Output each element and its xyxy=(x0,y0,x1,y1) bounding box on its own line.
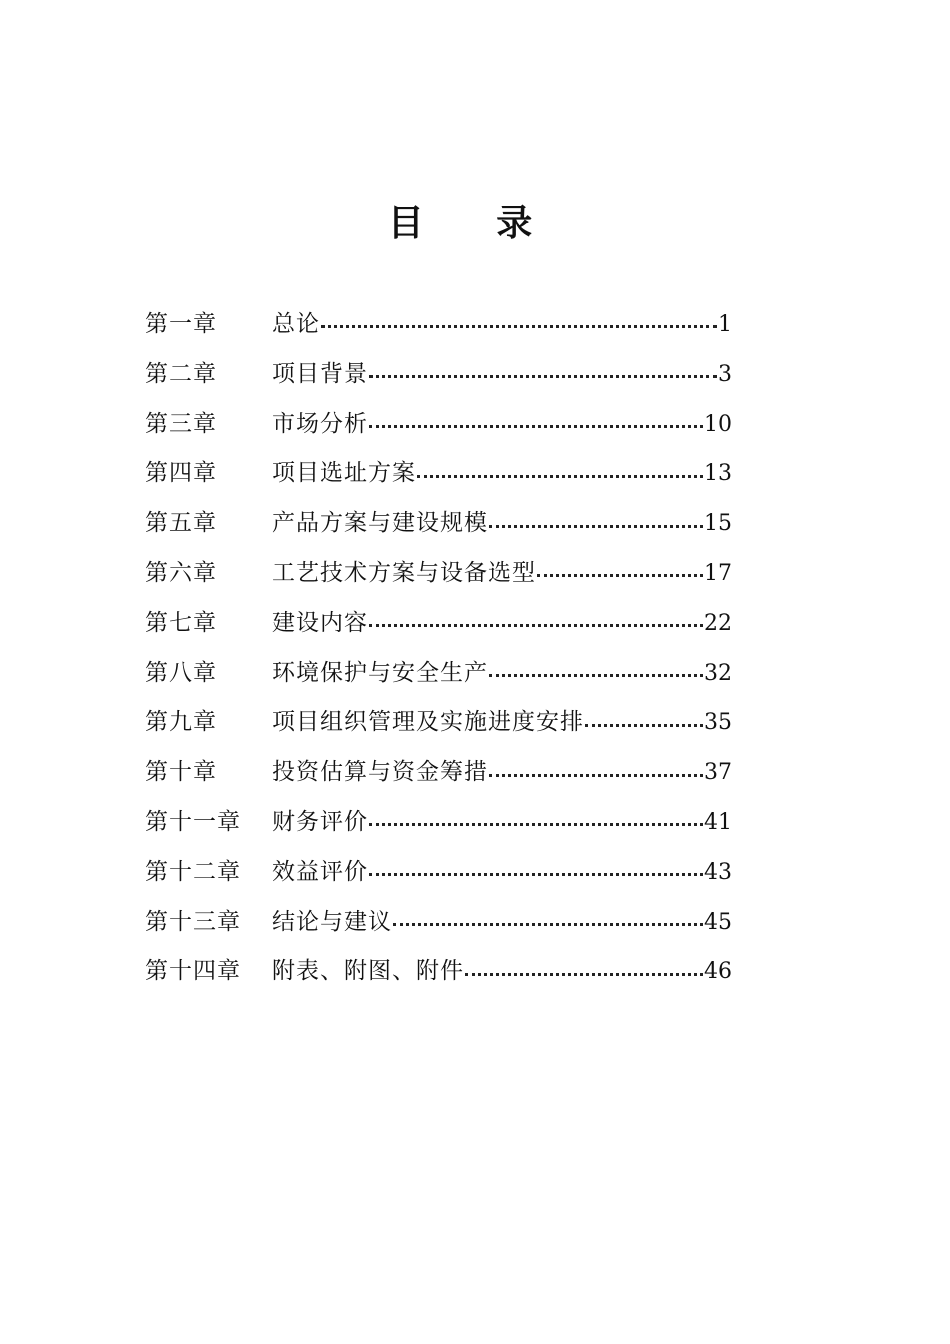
toc-dot-leader xyxy=(393,923,703,926)
toc-dot-leader xyxy=(489,674,703,677)
toc-page-number: 35 xyxy=(704,710,732,736)
toc-chapter-title: 市场分析 xyxy=(272,410,368,437)
toc-dot-leader xyxy=(369,624,703,627)
toc-chapter-title: 项目背景 xyxy=(272,360,368,387)
toc-dot-leader xyxy=(369,425,703,428)
toc-dot-leader xyxy=(585,724,703,727)
toc-chapter-title: 工艺技术方案与设备选型 xyxy=(272,559,536,586)
toc-page-number: 10 xyxy=(704,411,732,437)
toc-chapter-number: 第五章 xyxy=(145,510,217,537)
toc-chapter-title: 建设内容 xyxy=(272,609,368,636)
toc-dot-leader xyxy=(417,475,703,478)
toc-dot-leader xyxy=(489,525,703,528)
toc-page-number: 22 xyxy=(704,610,732,636)
toc-chapter-title: 效益评价 xyxy=(272,858,368,885)
toc-chapter-number: 第七章 xyxy=(145,609,217,636)
toc-chapter-title: 环境保护与安全生产 xyxy=(272,659,488,686)
toc-dot-leader xyxy=(537,574,703,577)
toc-chapter-number: 第一章 xyxy=(145,311,217,337)
toc-entry[interactable] xyxy=(145,898,732,948)
toc-chapter-number: 第十二章 xyxy=(145,858,241,885)
toc-page-number: 32 xyxy=(704,660,732,686)
toc-dot-leader xyxy=(369,375,717,378)
page-title: 目 录 xyxy=(387,203,563,244)
toc-chapter-title: 财务评价 xyxy=(272,808,368,835)
toc-chapter-title: 总论 xyxy=(272,311,320,337)
toc-chapter-title: 投资估算与资金筹措 xyxy=(272,759,488,786)
toc-dot-leader xyxy=(489,774,703,777)
toc-dot-leader xyxy=(369,823,703,826)
toc-chapter-number: 第十章 xyxy=(145,759,217,786)
toc-chapter-title: 项目选址方案 xyxy=(272,460,416,487)
toc-dot-leader xyxy=(369,873,703,876)
toc-chapter-number: 第十三章 xyxy=(145,908,241,935)
toc-chapter-number: 第九章 xyxy=(145,709,217,736)
toc-page-number: 45 xyxy=(704,909,732,935)
toc-chapter-title: 附表、附图、附件 xyxy=(272,958,464,985)
toc-dot-leader xyxy=(465,973,703,976)
toc-page-number: 3 xyxy=(718,361,732,387)
toc-entry[interactable] xyxy=(145,549,732,599)
toc-entry[interactable] xyxy=(145,350,732,400)
toc-chapter-number: 第六章 xyxy=(145,559,217,586)
toc-page-number: 15 xyxy=(704,511,732,537)
toc-chapter-number: 第十一章 xyxy=(145,808,241,835)
toc-chapter-number: 第二章 xyxy=(145,360,217,387)
toc-entry[interactable] xyxy=(145,649,732,699)
toc-chapter-number: 第十四章 xyxy=(145,958,241,985)
toc-chapter-number: 第三章 xyxy=(145,410,217,437)
toc-chapter-title: 项目组织管理及实施进度安排 xyxy=(272,709,584,736)
toc-chapter-title: 产品方案与建设规模 xyxy=(272,510,488,537)
toc-entry[interactable] xyxy=(145,300,732,350)
table-of-contents xyxy=(145,300,732,997)
toc-entry[interactable] xyxy=(145,748,732,798)
toc-entry[interactable] xyxy=(145,848,732,898)
toc-chapter-title: 结论与建议 xyxy=(272,908,392,935)
toc-chapter-number: 第八章 xyxy=(145,659,217,686)
toc-entry[interactable] xyxy=(145,499,732,549)
toc-entry[interactable] xyxy=(145,449,732,499)
toc-entry[interactable] xyxy=(145,698,732,748)
toc-page-number: 43 xyxy=(704,859,732,885)
toc-chapter-number: 第四章 xyxy=(145,460,217,487)
toc-page-number: 13 xyxy=(704,461,732,487)
toc-entry[interactable] xyxy=(145,599,732,649)
toc-entry[interactable] xyxy=(145,947,732,997)
toc-dot-leader xyxy=(321,325,717,328)
toc-page-number: 37 xyxy=(704,760,732,786)
toc-page-number: 1 xyxy=(718,312,732,337)
toc-page-number: 41 xyxy=(704,809,732,835)
toc-entry[interactable] xyxy=(145,798,732,848)
toc-page-number: 46 xyxy=(704,959,732,985)
toc-page-number: 17 xyxy=(704,560,732,586)
toc-entry[interactable] xyxy=(145,400,732,450)
